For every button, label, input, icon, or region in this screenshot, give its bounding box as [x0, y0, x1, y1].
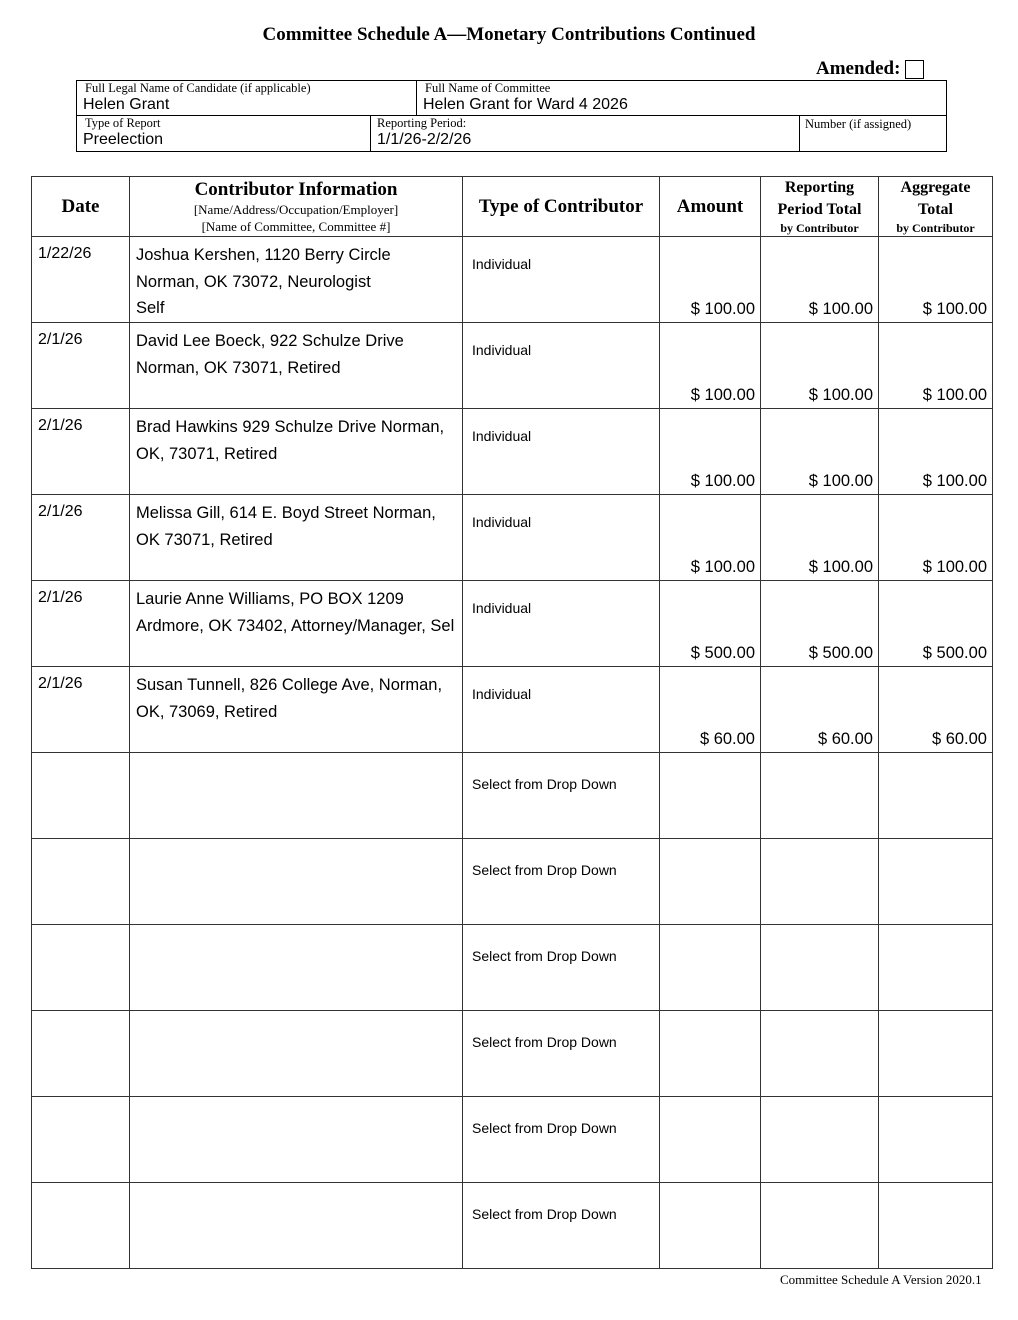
aggregate-total-value: $ 100.00 — [922, 558, 987, 576]
table-row — [32, 237, 993, 323]
header-aggregate-total: Aggregate Total by Contributor — [879, 177, 993, 237]
period-total-value: $ 60.00 — [817, 730, 873, 748]
contributor-line-2: OK, 73071, Retired — [136, 444, 278, 463]
header-amount: Amount — [660, 177, 761, 237]
aggregate-total-cell[interactable] — [879, 925, 993, 1011]
period-total-cell[interactable] — [761, 753, 879, 839]
amount-cell[interactable] — [660, 667, 761, 753]
contributor-info-cell[interactable] — [130, 237, 463, 323]
contributor-info-cell[interactable] — [130, 323, 463, 409]
contributor-type-value: Select from Drop Down — [472, 1206, 617, 1222]
date-value: 2/1/26 — [38, 589, 83, 606]
aggregate-total-cell[interactable] — [879, 839, 993, 925]
contributor-type-dropdown[interactable] — [463, 495, 660, 581]
contributor-type-value: Individual — [472, 342, 532, 358]
period-total-cell[interactable] — [761, 1183, 879, 1269]
period-total-cell[interactable] — [761, 323, 879, 409]
reporting-period-field[interactable] — [370, 115, 800, 152]
date-cell[interactable] — [32, 1183, 130, 1269]
contributions-table — [31, 176, 993, 1269]
contributor-info-cell[interactable] — [130, 753, 463, 839]
contributor-type-value: Select from Drop Down — [472, 1120, 617, 1136]
amount-cell[interactable] — [660, 323, 761, 409]
table-header-row — [32, 177, 993, 237]
table-row — [32, 925, 993, 1011]
amount-value: $ 100.00 — [690, 386, 755, 404]
amount-cell[interactable] — [660, 237, 761, 323]
table-row — [32, 323, 993, 409]
table-row — [32, 1183, 993, 1269]
amended-field — [816, 58, 924, 80]
contributor-type-dropdown[interactable] — [463, 323, 660, 409]
reporting-period-value: 1/1/26-2/2/26 — [377, 131, 472, 148]
amount-value: $ 60.00 — [699, 730, 755, 748]
aggregate-total-cell[interactable] — [879, 323, 993, 409]
contributor-type-value: Individual — [472, 686, 532, 702]
date-cell[interactable] — [32, 323, 130, 409]
contributor-line-1: Laurie Anne Williams, PO BOX 1209 — [136, 590, 404, 608]
contributor-info-cell[interactable] — [130, 839, 463, 925]
date-value: 2/1/26 — [38, 331, 83, 348]
contributor-type-value: Select from Drop Down — [472, 948, 617, 964]
period-total-cell[interactable] — [761, 667, 879, 753]
report-type-label: Type of Report — [85, 116, 161, 130]
header-period-total: Reporting Period Total by Contributor — [761, 177, 879, 237]
page-title: Committee Schedule A—Monetary Contributions Continued — [262, 24, 756, 45]
contributor-line-2: Norman, OK 73072, Neurologist — [136, 272, 371, 291]
aggregate-total-cell[interactable] — [879, 753, 993, 839]
aggregate-total-cell[interactable] — [879, 581, 993, 667]
contributor-type-dropdown[interactable] — [463, 237, 660, 323]
table-row — [32, 1011, 993, 1097]
contributor-type-dropdown[interactable] — [463, 839, 660, 925]
report-type-value: Preelection — [83, 131, 164, 148]
candidate-name-value: Helen Grant — [83, 96, 170, 113]
contributor-line-3: Self — [136, 299, 165, 317]
period-total-value: $ 100.00 — [808, 386, 873, 404]
amount-cell[interactable] — [660, 495, 761, 581]
contributor-line-1: David Lee Boeck, 922 Schulze Drive — [136, 332, 404, 350]
date-cell[interactable] — [32, 1011, 130, 1097]
aggregate-total-cell[interactable] — [879, 1183, 993, 1269]
aggregate-total-value: $ 500.00 — [922, 644, 987, 662]
date-value: 2/1/26 — [38, 417, 83, 434]
aggregate-total-cell[interactable] — [879, 667, 993, 753]
contributor-info-cell[interactable] — [130, 409, 463, 495]
amount-cell[interactable] — [660, 1097, 761, 1183]
aggregate-total-value: $ 100.00 — [922, 472, 987, 490]
header-contributor-info: Contributor Information [Name/Address/Occupation/Employer] [Name of Committee, Committee #] — [130, 177, 463, 237]
contributor-type-value: Individual — [472, 514, 532, 530]
contributor-type-dropdown[interactable] — [463, 409, 660, 495]
aggregate-total-cell[interactable] — [879, 1097, 993, 1183]
date-cell[interactable] — [32, 237, 130, 323]
contributor-type-value: Individual — [472, 600, 532, 616]
contributor-line-2: OK 73071, Retired — [136, 530, 273, 549]
contributor-line-1: Brad Hawkins 929 Schulze Drive Norman, — [136, 418, 445, 436]
report-number-label: Number (if assigned) — [805, 117, 912, 131]
contributor-line-1: Joshua Kershen, 1120 Berry Circle — [136, 246, 391, 264]
aggregate-total-value: $ 100.00 — [922, 386, 987, 404]
amount-cell[interactable] — [660, 1183, 761, 1269]
period-total-cell[interactable] — [761, 839, 879, 925]
contributor-info-cell[interactable] — [130, 1097, 463, 1183]
date-cell[interactable] — [32, 1097, 130, 1183]
contributor-line-1: Melissa Gill, 614 E. Boyd Street Norman, — [136, 504, 436, 522]
date-cell[interactable] — [32, 495, 130, 581]
table-row — [32, 409, 993, 495]
amount-value: $ 100.00 — [690, 472, 755, 490]
amended-checkbox[interactable] — [905, 60, 924, 79]
candidate-name-label: Full Legal Name of Candidate (if applicable) — [85, 81, 311, 95]
contributor-type-dropdown[interactable] — [463, 1011, 660, 1097]
table-row — [32, 667, 993, 753]
contributor-type-dropdown[interactable] — [463, 1183, 660, 1269]
committee-name-label: Full Name of Committee — [425, 81, 551, 95]
period-total-cell[interactable] — [761, 925, 879, 1011]
amount-cell[interactable] — [660, 839, 761, 925]
header-type-of-contributor: Type of Contributor — [463, 177, 660, 237]
date-cell[interactable] — [32, 409, 130, 495]
contributor-line-2: Norman, OK 73071, Retired — [136, 358, 341, 377]
date-value: 2/1/26 — [38, 503, 83, 520]
report-number-field[interactable] — [799, 115, 947, 152]
table-row — [32, 753, 993, 839]
table-row — [32, 839, 993, 925]
contributor-type-value: Select from Drop Down — [472, 862, 617, 878]
period-total-value: $ 100.00 — [808, 472, 873, 490]
contributor-type-dropdown[interactable] — [463, 1097, 660, 1183]
table-row — [32, 1097, 993, 1183]
form-version: Committee Schedule A Version 2020.1 — [780, 1272, 982, 1287]
contributor-info-cell[interactable] — [130, 667, 463, 753]
contributor-type-value: Select from Drop Down — [472, 1034, 617, 1050]
table-row — [32, 581, 993, 667]
date-cell[interactable] — [32, 753, 130, 839]
contributor-line-1: Susan Tunnell, 826 College Ave, Norman, — [136, 676, 443, 694]
header-date: Date — [32, 177, 130, 237]
date-cell[interactable] — [32, 925, 130, 1011]
aggregate-total-value: $ 60.00 — [931, 730, 987, 748]
date-cell[interactable] — [32, 667, 130, 753]
aggregate-total-cell[interactable] — [879, 495, 993, 581]
period-total-value: $ 100.00 — [808, 558, 873, 576]
report-type-field[interactable] — [76, 115, 371, 152]
contributor-type-dropdown[interactable] — [463, 753, 660, 839]
amount-cell[interactable] — [660, 581, 761, 667]
period-total-cell[interactable] — [761, 1011, 879, 1097]
table-row — [32, 495, 993, 581]
period-total-cell[interactable] — [761, 237, 879, 323]
amount-cell[interactable] — [660, 409, 761, 495]
contributor-info-cell[interactable] — [130, 1183, 463, 1269]
committee-name-value: Helen Grant for Ward 4 2026 — [423, 96, 628, 113]
period-total-cell[interactable] — [761, 495, 879, 581]
aggregate-total-cell[interactable] — [879, 409, 993, 495]
contributor-info-cell[interactable] — [130, 495, 463, 581]
date-cell[interactable] — [32, 581, 130, 667]
contributor-type-dropdown[interactable] — [463, 667, 660, 753]
contributor-info-cell[interactable] — [130, 925, 463, 1011]
amount-cell[interactable] — [660, 753, 761, 839]
contributor-type-dropdown[interactable] — [463, 925, 660, 1011]
period-total-cell[interactable] — [761, 581, 879, 667]
date-value: 2/1/26 — [38, 675, 83, 692]
amount-cell[interactable] — [660, 1011, 761, 1097]
committee-name-field[interactable] — [416, 80, 947, 116]
amount-cell[interactable] — [660, 925, 761, 1011]
contributor-type-dropdown[interactable] — [463, 581, 660, 667]
contributor-type-value: Individual — [472, 428, 532, 444]
period-total-cell[interactable] — [761, 409, 879, 495]
period-total-value: $ 100.00 — [808, 300, 873, 318]
reporting-period-label: Reporting Period: — [377, 116, 467, 130]
aggregate-total-value: $ 100.00 — [922, 300, 987, 318]
contributor-type-value: Select from Drop Down — [472, 776, 617, 792]
amount-value: $ 100.00 — [690, 300, 755, 318]
contributor-info-cell[interactable] — [130, 1011, 463, 1097]
contributor-line-2: OK, 73069, Retired — [136, 702, 278, 721]
amount-value: $ 100.00 — [690, 558, 755, 576]
date-cell[interactable] — [32, 839, 130, 925]
period-total-cell[interactable] — [761, 1097, 879, 1183]
candidate-name-field[interactable] — [76, 80, 417, 116]
amount-value: $ 500.00 — [690, 644, 755, 662]
aggregate-total-cell[interactable] — [879, 237, 993, 323]
contributor-type-value: Individual — [472, 256, 532, 272]
period-total-value: $ 500.00 — [808, 644, 873, 662]
amended-label: Amended: — [816, 58, 901, 79]
contributor-line-2: Ardmore, OK 73402, Attorney/Manager, Sel — [136, 616, 455, 635]
date-value: 1/22/26 — [38, 245, 92, 262]
contributor-info-cell[interactable] — [130, 581, 463, 667]
aggregate-total-cell[interactable] — [879, 1011, 993, 1097]
